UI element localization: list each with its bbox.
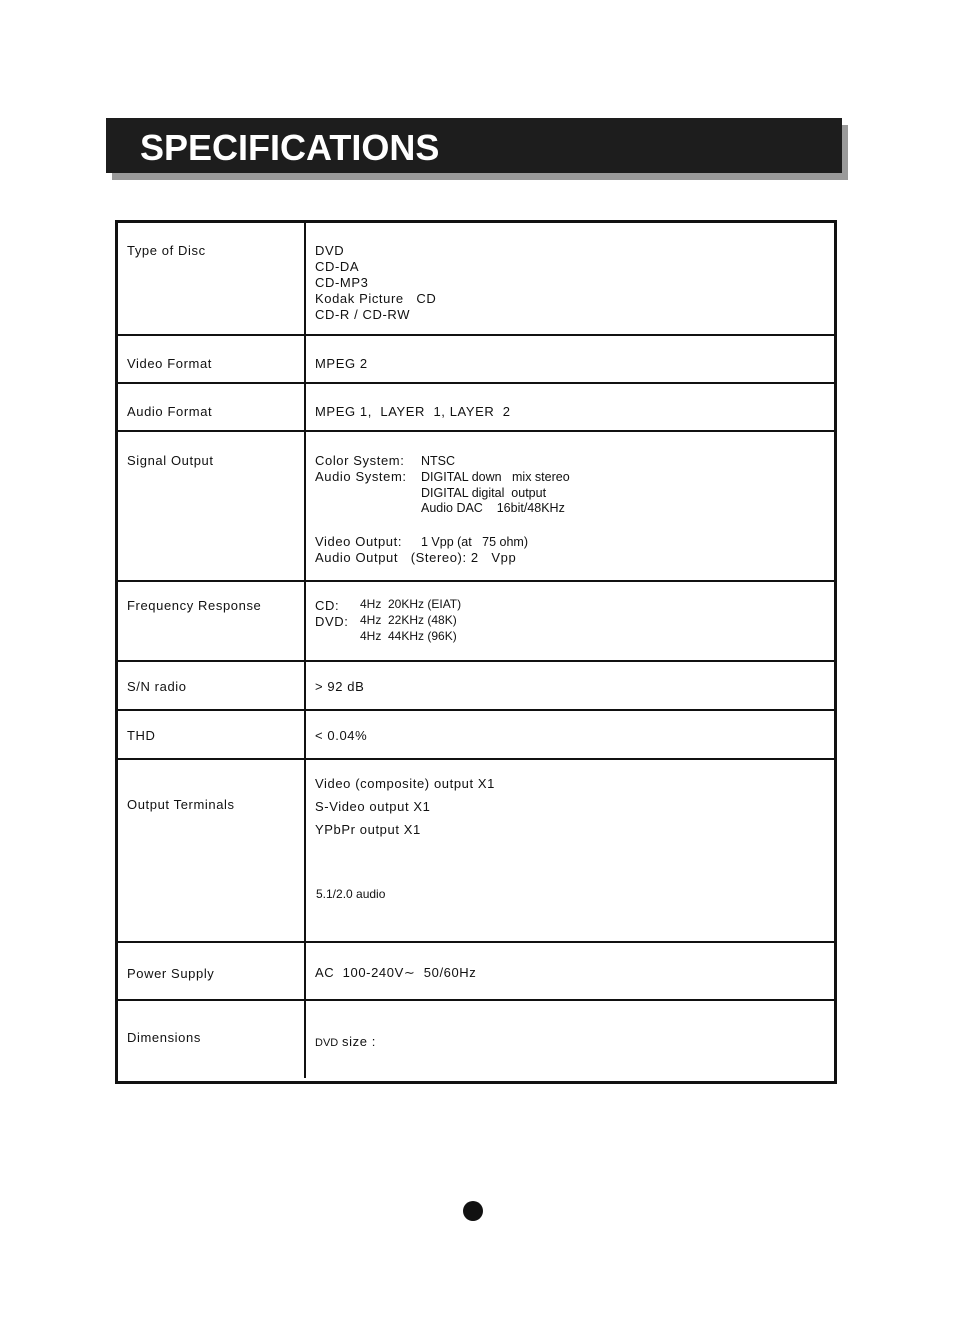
video-output-label: Video Output: [315,534,403,549]
power-supply-value: AC 100-240V∼ 50/60Hz [315,965,477,980]
page-title: SPECIFICATIONS [140,127,440,168]
row-divider [118,334,834,336]
thd-label: THD [127,728,156,743]
dimensions-label: Dimensions [127,1030,201,1045]
row-divider [118,430,834,432]
output-ypbpr: YPbPr output X1 [315,822,421,837]
power-supply-label: Power Supply [127,966,215,981]
row-divider [118,709,834,711]
color-system-value: NTSC [421,454,456,468]
sn-ratio-value: > 92 dB [315,679,365,694]
output-composite: Video (composite) output X1 [315,776,496,791]
disc-type-dvd: DVD [315,243,345,258]
audio-system-dac: Audio DAC 16bit/48KHz [421,501,565,515]
audio-system-digital: DIGITAL digital output [421,486,547,500]
color-system-label: Color System: [315,453,405,468]
sn-ratio-label: S/N radio [127,679,187,694]
dimensions-dvd-label: DVD [315,1037,339,1049]
title-banner [106,118,842,173]
disc-type-cd-r: CD-R / CD-RW [315,307,411,322]
dimensions-size-label: size : [342,1034,376,1049]
signal-output-label: Signal Output [127,453,214,468]
thd-value: < 0.04% [315,728,368,743]
output-terminals-label: Output Terminals [127,797,235,812]
disc-type-kodak: Kodak Picture CD [315,291,437,306]
column-divider [304,223,306,1078]
audio-system-label: Audio System: [315,469,407,484]
frequency-cd-label: CD: [315,598,340,613]
row-divider [118,758,834,760]
frequency-value-22k: 4Hz 22KHz (48K) [360,613,457,627]
output-audio-note: 5.1/2.0 audio [316,887,386,901]
audio-format-value: MPEG 1, LAYER 1, LAYER 2 [315,404,511,419]
output-s-video: S-Video output X1 [315,799,431,814]
disc-type-cd-da: CD-DA [315,259,360,274]
video-format-value: MPEG 2 [315,356,368,371]
audio-output-value: Audio Output (Stereo): 2 Vpp [315,550,517,565]
row-divider [118,660,834,662]
page-marker-dot [463,1201,483,1221]
frequency-response-label: Frequency Response [127,598,262,613]
audio-format-label: Audio Format [127,404,213,419]
frequency-value-20k: 4Hz 20KHz (EIAT) [360,597,462,611]
frequency-value-44k: 4Hz 44KHz (96K) [360,629,457,643]
disc-type-cd-mp3: CD-MP3 [315,275,369,290]
row-divider [118,580,834,582]
type-of-disc-label: Type of Disc [127,243,206,258]
video-output-value: 1 Vpp (at 75 ohm) [421,535,529,549]
video-format-label: Video Format [127,356,212,371]
frequency-dvd-label: DVD: [315,614,349,629]
row-divider [118,382,834,384]
row-divider [118,941,834,943]
audio-system-downmix: DIGITAL down mix stereo [421,470,570,484]
row-divider [118,999,834,1001]
specifications-table [115,220,837,1084]
